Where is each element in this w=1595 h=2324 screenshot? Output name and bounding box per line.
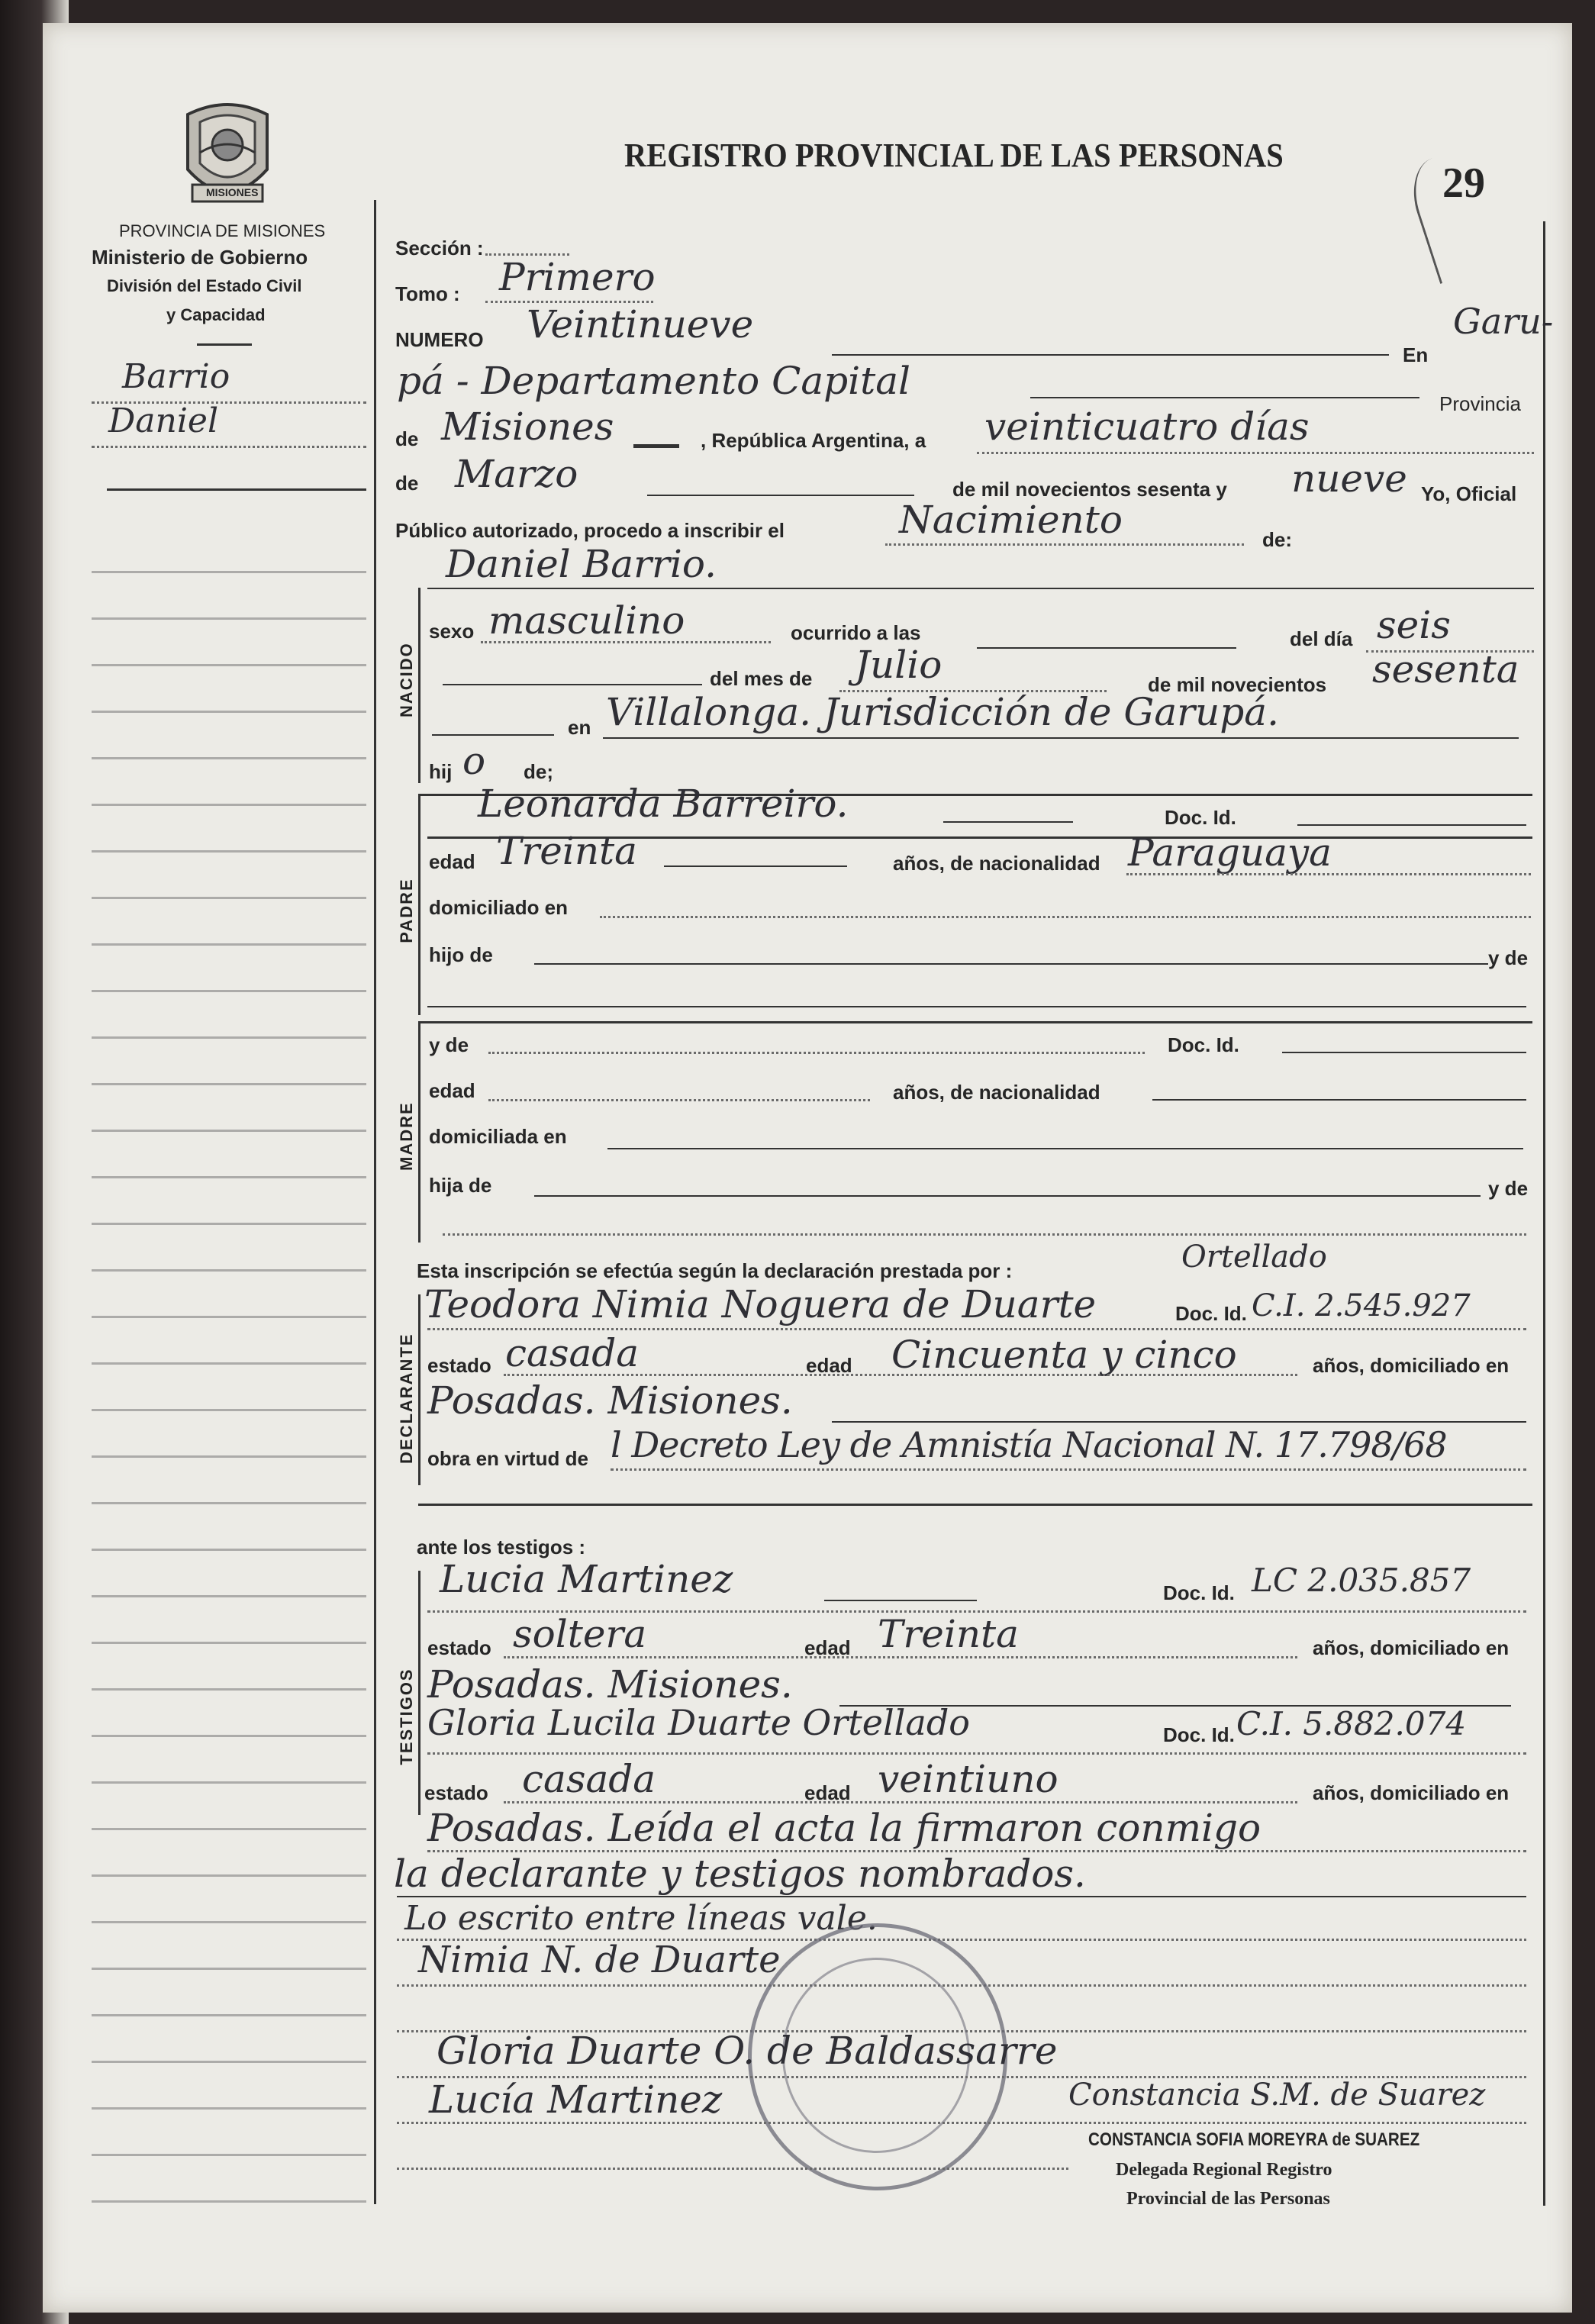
acto-value: Nacimiento — [899, 498, 1123, 542]
nac-madre-line — [1152, 1099, 1526, 1101]
provincia-value: Misiones — [441, 405, 614, 449]
firma-declarante: Nimia N. de Duarte — [418, 1939, 781, 1981]
doc-id-decl-label: Doc. Id. — [1175, 1302, 1247, 1325]
numero-line — [832, 354, 1389, 356]
y-de-hija-label: y de — [1488, 1177, 1529, 1200]
publico-label: Público autorizado, procedo a inscribir el — [395, 519, 785, 542]
estado-decl-line — [504, 1374, 1297, 1376]
declarante-domicilio-value: Posadas. Misiones. — [427, 1378, 793, 1423]
nacido-label: NACIDO — [397, 642, 416, 717]
declarante-line — [427, 1328, 1526, 1330]
official-role: Delegada Regional Registro — [1116, 2160, 1332, 2180]
madre-top-rule — [418, 1021, 1532, 1023]
firma3-line — [397, 2122, 1526, 2124]
domiciliado-label: domiciliado en — [429, 896, 569, 919]
margin-line — [92, 446, 366, 448]
division-name: División del Estado Civil — [107, 276, 302, 295]
firma-oficial: Constancia S.M. de Suarez — [1068, 2077, 1486, 2113]
fecha-dia-line — [977, 452, 1534, 454]
testigo2-doc-value: C.I. 5.882.074 — [1236, 1705, 1467, 1742]
hija-de-line — [534, 1195, 1481, 1197]
declarante-doc-value: C.I. 2.545.927 — [1252, 1288, 1471, 1323]
doc-id-madre-line — [1282, 1052, 1526, 1053]
margin-ruled-lines — [92, 527, 366, 2206]
republica-label: , República Argentina, a — [701, 429, 926, 452]
de-mil-label: de mil novecientos sesenta y — [952, 478, 1227, 501]
numero-value: Veintinueve — [527, 302, 754, 347]
cierre-line — [397, 1896, 1526, 1897]
testigos-bar — [418, 1571, 420, 1815]
de-mil-nov-label: de mil novecientos — [1148, 673, 1327, 696]
page-number: 29 — [1442, 160, 1485, 207]
division-name-2: y Capacidad — [166, 305, 266, 324]
madre-nombre-line — [943, 821, 1073, 823]
province-name: PROVINCIA DE MISIONES — [119, 221, 326, 240]
hija-de-label: hija de — [429, 1174, 492, 1197]
sexo-line — [481, 641, 771, 643]
edad-decl-label: edad — [806, 1354, 852, 1377]
hijo-de-label: hijo de — [429, 943, 493, 966]
estado-t1-label: estado — [427, 1636, 491, 1659]
en-value: Garu- — [1453, 301, 1554, 342]
lugar-nac-value: Villalonga. Jurisdicción de Garupá. — [606, 690, 1279, 734]
testigo1-doc-value: LC 2.035.857 — [1252, 1562, 1471, 1599]
yo-oficial-label: Yo, Oficial — [1421, 482, 1517, 505]
declarante-sobre-value: Ortellado — [1181, 1239, 1327, 1275]
anos-nac-madre-label: años, de nacionalidad — [893, 1081, 1100, 1104]
estado-decl-label: estado — [427, 1354, 491, 1377]
doc-id-label: Doc. Id. — [1165, 806, 1236, 829]
pre-en-line — [432, 734, 554, 736]
testigo2-row-line — [427, 1752, 1526, 1755]
lugar-value: pá - Departamento Capital — [397, 359, 911, 403]
padre-end-line — [427, 1006, 1526, 1007]
declaracion-label: Esta inscripción se efectúa según la declaración prestada por : — [417, 1259, 1013, 1282]
madre-edad-value: Treinta — [496, 829, 637, 873]
madre-end-line — [443, 1233, 1526, 1236]
ocurrido-label: ocurrido a las — [791, 621, 921, 644]
crest-emblem — [177, 99, 278, 209]
inscripto-value: Daniel Barrio. — [446, 542, 717, 586]
de-semicolon-label: de; — [524, 760, 553, 783]
padre-label: PADRE — [397, 878, 416, 943]
del-dia-label: del día — [1290, 627, 1353, 650]
madre-nac-value: Paraguaya — [1128, 830, 1332, 875]
estado-t1-line — [504, 1656, 1297, 1658]
estado-t2-label: estado — [424, 1781, 488, 1804]
ocurrido-line — [977, 647, 1236, 649]
domiciliada-label: domiciliada en — [429, 1125, 567, 1148]
margin-surname: Barrio — [122, 357, 230, 396]
de-label-2: de — [395, 472, 419, 495]
estado-t2-line — [504, 1801, 1297, 1803]
testigo1-line — [824, 1600, 977, 1601]
edad-t2-label: edad — [804, 1781, 851, 1804]
footer-line — [397, 2168, 1068, 2170]
testigo2-estado-value: casada — [522, 1757, 656, 1801]
lugar-line — [1030, 397, 1419, 398]
registry-title: REGISTRO PROVINCIAL DE LAS PERSONAS — [624, 137, 1284, 174]
madre-edad-line — [664, 865, 847, 867]
anos-nac-label: años, de nacionalidad — [893, 852, 1100, 875]
nota-value: Lo escrito entre líneas vale. — [404, 1899, 878, 1938]
sexo-value: masculino — [488, 598, 685, 643]
margin-name: Daniel — [108, 401, 219, 440]
nacido-bar — [418, 588, 420, 783]
declarante-edad-value: Cincuenta y cinco — [891, 1333, 1237, 1377]
testigo2-value: Gloria Lucila Duarte Ortellado — [427, 1702, 970, 1743]
madre-label: MADRE — [397, 1101, 416, 1171]
ante-testigos-label: ante los testigos : — [417, 1536, 586, 1558]
anos-dom-t1-label: años, domiciliado en — [1313, 1636, 1510, 1659]
en-lower-label: en — [568, 716, 591, 739]
testigo2-edad-value: veintiuno — [878, 1757, 1058, 1801]
testigo2-domicilio-value: Posadas. Leída el acta la firmaron conmigo — [427, 1806, 1262, 1850]
madre-bar — [418, 1021, 420, 1243]
en-label: En — [1403, 343, 1429, 366]
right-border — [1543, 221, 1545, 2206]
testigo1-edad-value: Treinta — [878, 1612, 1019, 1656]
padre-bar — [418, 794, 420, 1015]
testigos-label: TESTIGOS — [397, 1668, 416, 1765]
declarante-end-rule — [418, 1504, 1532, 1506]
lugar-nac-line — [603, 737, 1519, 739]
hij-label: hij — [429, 760, 453, 783]
fecha-dia-value: veinticuatro días — [984, 405, 1310, 449]
acto-line — [885, 543, 1244, 546]
y-de-label: y de — [1488, 946, 1529, 969]
sexo-label: sexo — [429, 620, 475, 643]
pre-mes-line — [443, 684, 702, 685]
declarante-value: Teodora Nimia Noguera de Duarte — [424, 1282, 1097, 1326]
madre-nombre-value: Leonarda Barreiro. — [478, 782, 849, 826]
obra-label: obra en virtud de — [427, 1447, 588, 1470]
obra-line — [611, 1468, 1526, 1471]
column-divider — [374, 200, 376, 2204]
de-label: de — [395, 427, 419, 450]
anio-nac-value: sesenta — [1372, 647, 1519, 691]
hijo-de-line — [534, 963, 1488, 965]
margin-rule — [107, 488, 366, 491]
testigo1-domicilio-value: Posadas. Misiones. — [427, 1662, 793, 1707]
anio-value: nueve — [1291, 456, 1407, 501]
de-colon-label: de: — [1262, 528, 1292, 551]
testigo1-value: Lucia Martinez — [440, 1557, 733, 1601]
declarante-estado-value: casada — [505, 1331, 640, 1375]
madre-nac-line — [1126, 873, 1531, 875]
official-name: CONSTANCIA SOFIA MOREYRA de SUAREZ — [1088, 2129, 1420, 2150]
doc-id-line — [1297, 824, 1526, 826]
anos-dom-t2-label: años, domiciliado en — [1313, 1781, 1510, 1804]
doc-id-t2-label: Doc. Id. — [1163, 1723, 1235, 1746]
declarante-label: DECLARANTE — [397, 1333, 416, 1464]
y-de-madre-label: y de — [429, 1033, 469, 1056]
y-de-madre-line — [488, 1052, 1145, 1054]
crest-underline — [197, 343, 252, 346]
mes-nac-value: Julio — [855, 643, 942, 687]
declarante-bar — [418, 1294, 420, 1485]
crest-banner: MISIONES — [206, 186, 259, 198]
inscripto-line — [427, 588, 1534, 589]
testigo1-estado-value: soltera — [513, 1612, 647, 1656]
provincia-label: Provincia — [1439, 392, 1521, 415]
doc-id-t1-label: Doc. Id. — [1163, 1581, 1235, 1604]
seccion-label: Sección : — [395, 237, 484, 259]
edad-t1-label: edad — [804, 1636, 851, 1659]
doc-id-madre-label: Doc. Id. — [1168, 1033, 1239, 1056]
mes-line — [647, 495, 914, 496]
hij-suffix-value: o — [462, 739, 486, 783]
dom-decl-line — [832, 1421, 1526, 1423]
official-office: Provincial de las Personas — [1126, 2189, 1330, 2209]
obra-value: l Decreto Ley de Amnistía Nacional N. 17.798/68 — [611, 1424, 1447, 1465]
dia-value: seis — [1377, 603, 1451, 647]
firma-testigo1: Lucía Martinez — [429, 2077, 723, 2122]
numero-label: NUMERO — [395, 328, 484, 351]
domiciliado-line — [600, 916, 1531, 918]
mes-value: Marzo — [455, 452, 578, 496]
provincia-line — [633, 444, 679, 448]
edad-madre-label: edad — [429, 1079, 475, 1102]
firma-testigo2: Gloria Duarte O. de Baldassarre — [437, 2029, 1058, 2073]
del-mes-label: del mes de — [710, 667, 813, 690]
ministry-name: Ministerio de Gobierno — [92, 246, 308, 269]
anos-dom-decl-label: años, domiciliado en — [1313, 1354, 1510, 1377]
tomo-label: Tomo : — [395, 282, 460, 305]
cierre-value: la declarante y testigos nombrados. — [394, 1852, 1086, 1896]
domiciliada-line — [607, 1148, 1523, 1149]
edad-madre-line — [488, 1099, 870, 1101]
tomo-value: Primero — [499, 255, 656, 299]
edad-label: edad — [429, 850, 475, 873]
